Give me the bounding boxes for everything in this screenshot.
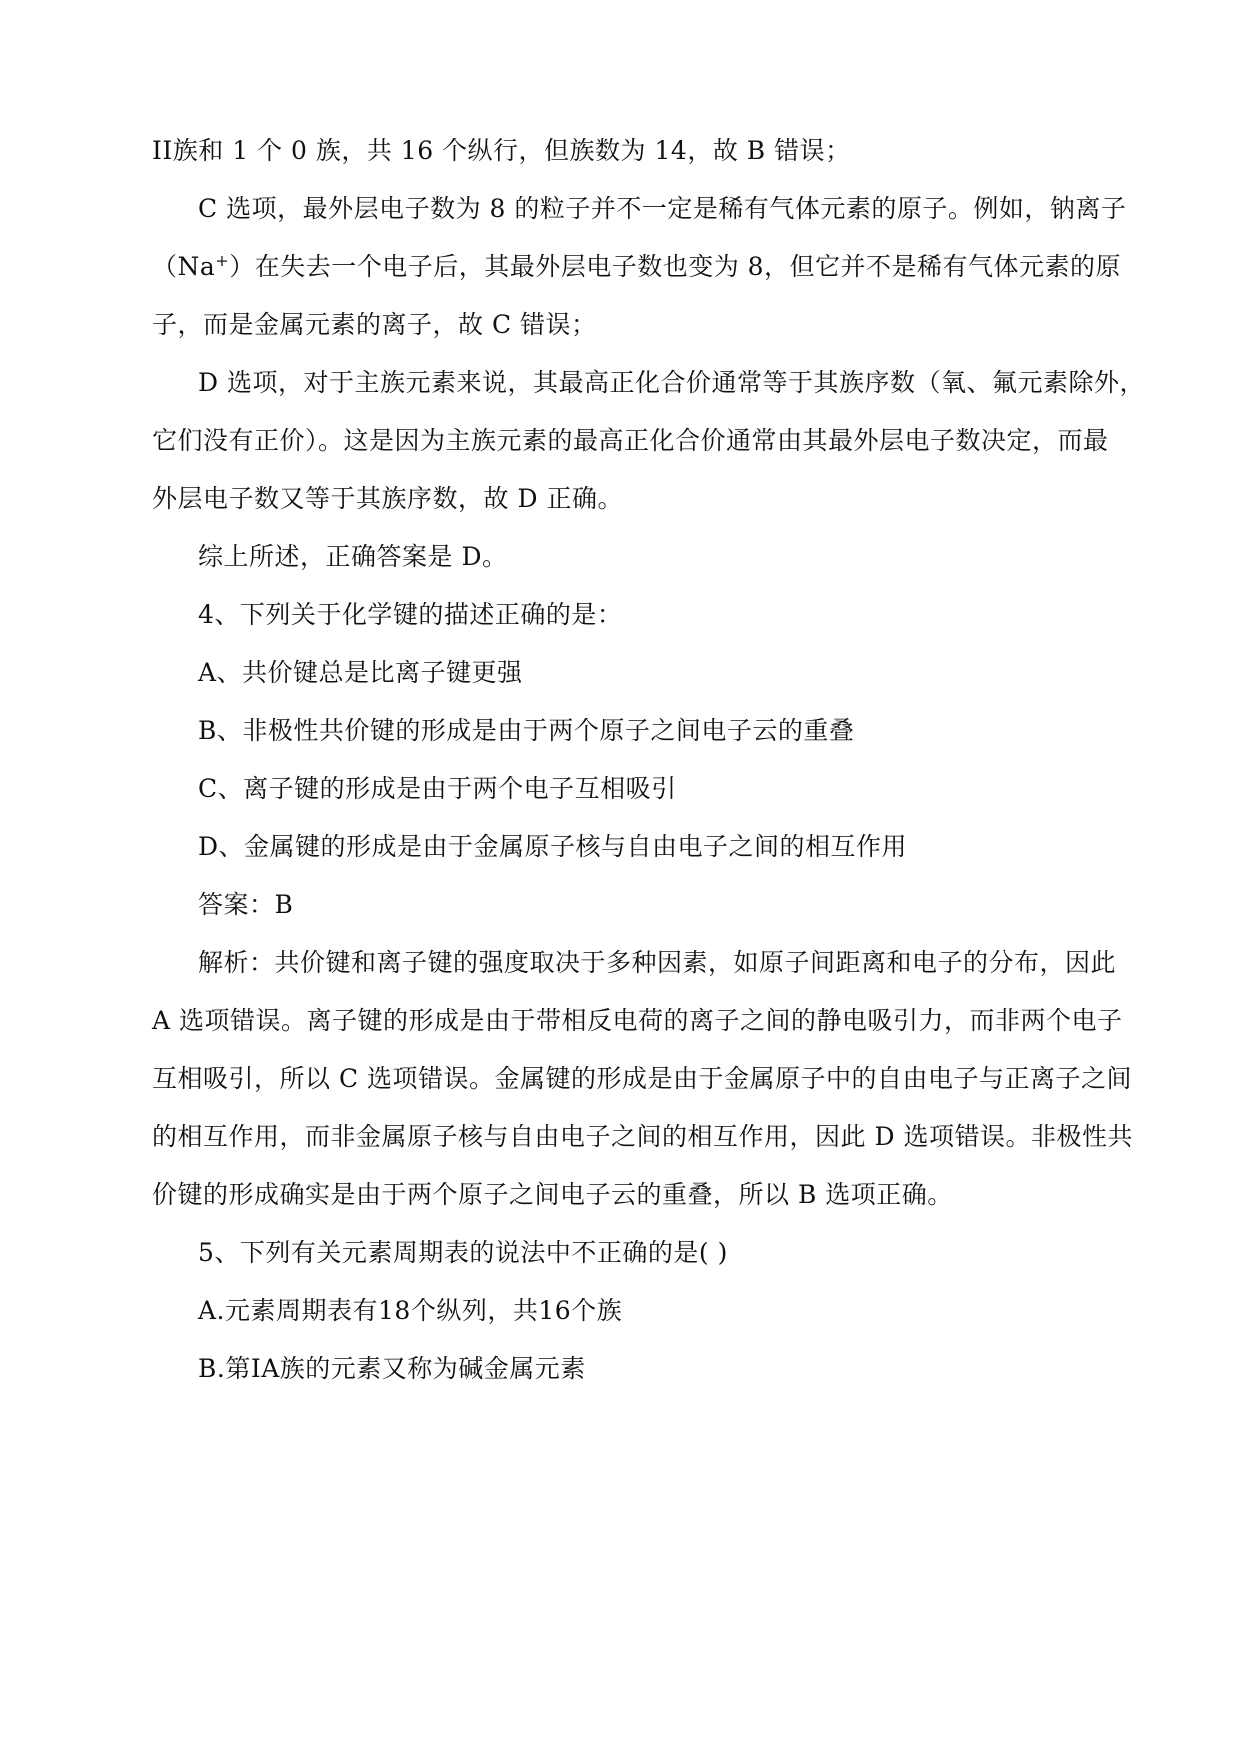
- question-4-option-d: D、金属键的形成是由于金属原子核与自由电子之间的相互作用: [198, 832, 908, 861]
- option-c-analysis-line-2-rest: ）在失去一个电子后，其最外层电子数也变为 8，但它并不是稀有气体元素的原: [229, 252, 1122, 281]
- summary-line: 综上所述，正确答案是 D。: [198, 542, 508, 571]
- question-5-option-a: A.元素周期表有18个纵列，共16个族: [198, 1296, 623, 1325]
- sodium-ion-prefix: （Na: [152, 252, 216, 281]
- option-c-analysis-line-3: 子，而是金属元素的离子，故 C 错误；: [152, 310, 597, 339]
- question-5-option-b: B.第IA族的元素又称为碱金属元素: [198, 1354, 586, 1383]
- question-4-analysis-line-1: 解析：共价键和离子键的强度取决于多种因素，如原子间距离和电子的分布，因此: [198, 948, 1117, 977]
- question-4-analysis-line-4: 的相互作用，而非金属原子核与自由电子之间的相互作用，因此 D 选项错误。非极性共: [152, 1122, 1133, 1151]
- question-4-stem: 4、下列关于化学键的描述正确的是：: [198, 600, 623, 629]
- question-4-analysis-line-3: 互相吸引，所以 C 选项错误。金属键的形成是由于金属原子中的自由电子与正离子之间: [152, 1064, 1133, 1093]
- question-5-stem: 5、下列有关元素周期表的说法中不正确的是( ): [198, 1238, 728, 1267]
- q3-analysis-b-tail: II族和 1 个 0 族，共 16 个纵行，但族数为 14，故 B 错误；: [152, 136, 851, 165]
- question-4-answer: 答案：B: [198, 890, 294, 919]
- option-d-analysis-line-3: 外层电子数又等于其族序数，故 D 正确。: [152, 484, 623, 513]
- question-4-option-c: C、离子键的形成是由于两个电子互相吸引: [198, 774, 677, 803]
- option-d-analysis-line-1: D 选项，对于主族元素来说，其最高正化合价通常等于其族序数（氧、氟元素除外，: [198, 368, 1145, 397]
- question-4-option-a: A、共价键总是比离子键更强: [198, 658, 523, 687]
- question-4-analysis-line-5: 价键的形成确实是由于两个原子之间电子云的重叠，所以 B 选项正确。: [152, 1180, 953, 1209]
- option-c-analysis-line-1: C 选项，最外层电子数为 8 的粒子并不一定是稀有气体元素的原子。例如，钠离子: [198, 194, 1127, 223]
- option-c-analysis-line-2: [152, 251, 1122, 286]
- sodium-ion-charge: +: [215, 251, 230, 270]
- option-d-analysis-line-2: 它们没有正价）。这是因为主族元素的最高正化合价通常由其最外层电子数决定，而最: [152, 426, 1109, 455]
- question-4-analysis-line-2: A 选项错误。离子键的形成是由于带相反电荷的离子之间的静电吸引力，而非两个电子: [152, 1006, 1123, 1035]
- question-4-option-b: B、非极性共价键的形成是由于两个原子之间电子云的重叠: [198, 716, 855, 745]
